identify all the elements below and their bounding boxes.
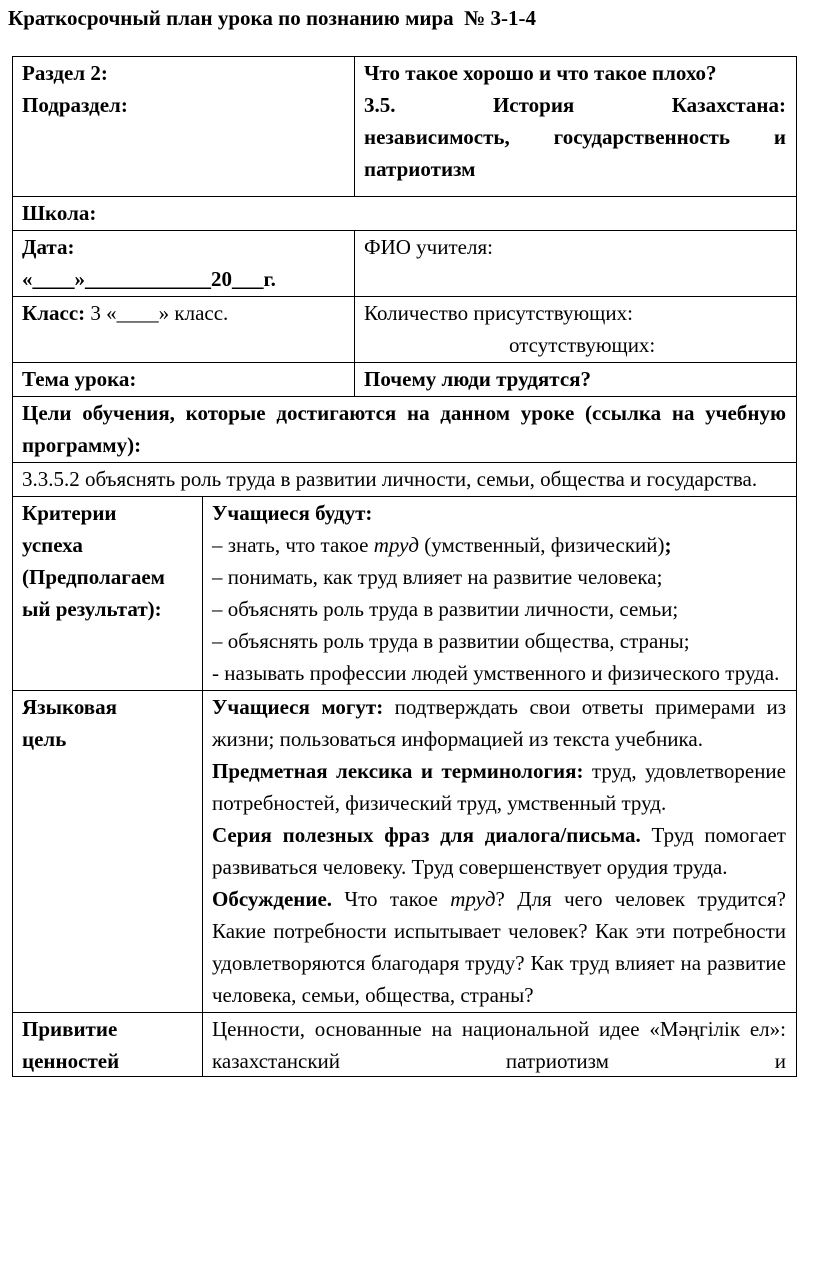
subsection-value-line-2: независимость, государственность и [364,125,786,149]
goals-value-row [13,463,797,497]
class-row [13,297,797,363]
language-p4-em: труд [450,887,496,911]
values-content-cell [203,1013,797,1077]
success-item-1-end: ; [664,533,672,557]
section-row [13,57,797,197]
school-label: Школа: [22,201,97,225]
success-item-1-em: труд [373,533,420,557]
success-item-1 [212,529,786,561]
success-heading: Учащиеся будут: [212,501,373,525]
success-item-4: – объяснять роль труда в развитии общества, страны; [212,629,690,653]
topic-row [13,363,797,397]
section-value-cell [355,57,797,197]
success-content-cell [203,497,797,691]
section-label-cell [13,57,355,197]
date-label: Дата: [22,235,75,259]
language-label-line-1: Языковая [22,695,118,719]
topic-label-cell [13,363,355,397]
section-value: Что такое хорошо и что такое плохо? [364,61,717,85]
date-row [13,231,797,297]
language-p3-text: Труд помогает развиваться человеку. Труд совершенствует орудия труда. [212,823,786,879]
language-para-3 [212,819,786,883]
language-p2-text: труд, удовлетворение потребностей, физический труд, умственный труд. [212,759,786,815]
class-value: 3 «____» класс. [85,301,229,325]
date-cell [13,231,355,297]
document-title: Краткосрочный план урока по познанию мира № 3-1-4 [8,6,536,30]
language-p1-text: подтверждать свои ответы примерами из жизни; пользоваться информацией из текста учебника. [212,695,787,751]
values-row [13,1013,797,1077]
absent-label: отсутствующих: [509,333,656,357]
topic-value: Почему люди трудятся? [364,367,592,391]
class-label: Класс: [22,301,86,325]
language-p2-heading: Предметная лексика и терминология: [212,759,584,783]
language-p3-heading: Серия полезных фраз для диалога/письма. [212,823,641,847]
language-label-cell [13,691,203,1013]
success-item-3: – объяснять роль труда в развитии личности, семьи; [212,597,679,621]
goals-label-row [13,397,797,463]
section-label: Раздел 2: [22,61,108,85]
language-p1-heading: Учащиеся могут: [212,695,384,719]
teacher-label: ФИО учителя: [364,235,493,259]
goals-value-cell [13,463,797,497]
present-label: Количество присутствующих: [364,301,633,325]
language-para-4 [212,883,786,1011]
language-p4-text-1: Что такое [332,887,451,911]
language-label-line-2: цель [22,727,67,751]
success-item-2: – понимать, как труд влияет на развитие человека; [212,565,663,589]
language-content-cell [203,691,797,1013]
language-para-1 [212,691,786,755]
values-label-cell [13,1013,203,1077]
goals-value: 3.3.5.2 объяснять роль труда в развитии личности, семьи, общества и государства. [22,467,758,491]
values-label-line-1: Привитие [22,1017,118,1041]
success-item-1-post: (умственный, физический) [419,533,665,557]
success-label-line-2: успеха [22,533,83,557]
success-label-line-4: ый результат): [22,597,162,621]
success-item-1-text: – знать, что такое [212,533,374,557]
school-cell [13,197,797,231]
teacher-cell [355,231,797,297]
language-para-2 [212,755,786,819]
success-label-line-1: Критерии [22,501,117,525]
subsection-value-line-1: 3.5. История Казахстана: [364,93,786,117]
goals-label: Цели обучения, которые достигаются на данном уроке (ссылка на учебную программу): [22,401,786,457]
language-p4-text-2: ? Для чего человек трудится? Какие потребности испытывает человек? Как эти потребности удовлетворяются благодаря труду? Как труд влияет на развитие человека, семьи, общества, страны? [212,887,786,1007]
subsection-label: Подраздел: [22,93,128,117]
success-label-cell [13,497,203,691]
school-row [13,197,797,231]
date-value: «____»____________20___г. [22,267,276,291]
topic-value-cell [355,363,797,397]
language-row [13,691,797,1013]
subsection-value-line-3: патриотизм [364,157,476,181]
goals-label-cell [13,397,797,463]
attendance-cell [355,297,797,363]
language-p4-heading: Обсуждение. [212,887,333,911]
success-item-5: - называть профессии людей умственного и физического труда. [212,661,780,685]
values-text: Ценности, основанные на национальной идее «Мәңгілік ел»: казахстанский патриотизм и [212,1017,786,1073]
class-cell [13,297,355,363]
lesson-plan-table [12,56,797,1077]
success-label-line-3: (Предполагаем [22,565,165,589]
success-row [13,497,797,691]
topic-label: Тема урока: [22,367,137,391]
values-label-line-2: ценностей [22,1049,120,1073]
